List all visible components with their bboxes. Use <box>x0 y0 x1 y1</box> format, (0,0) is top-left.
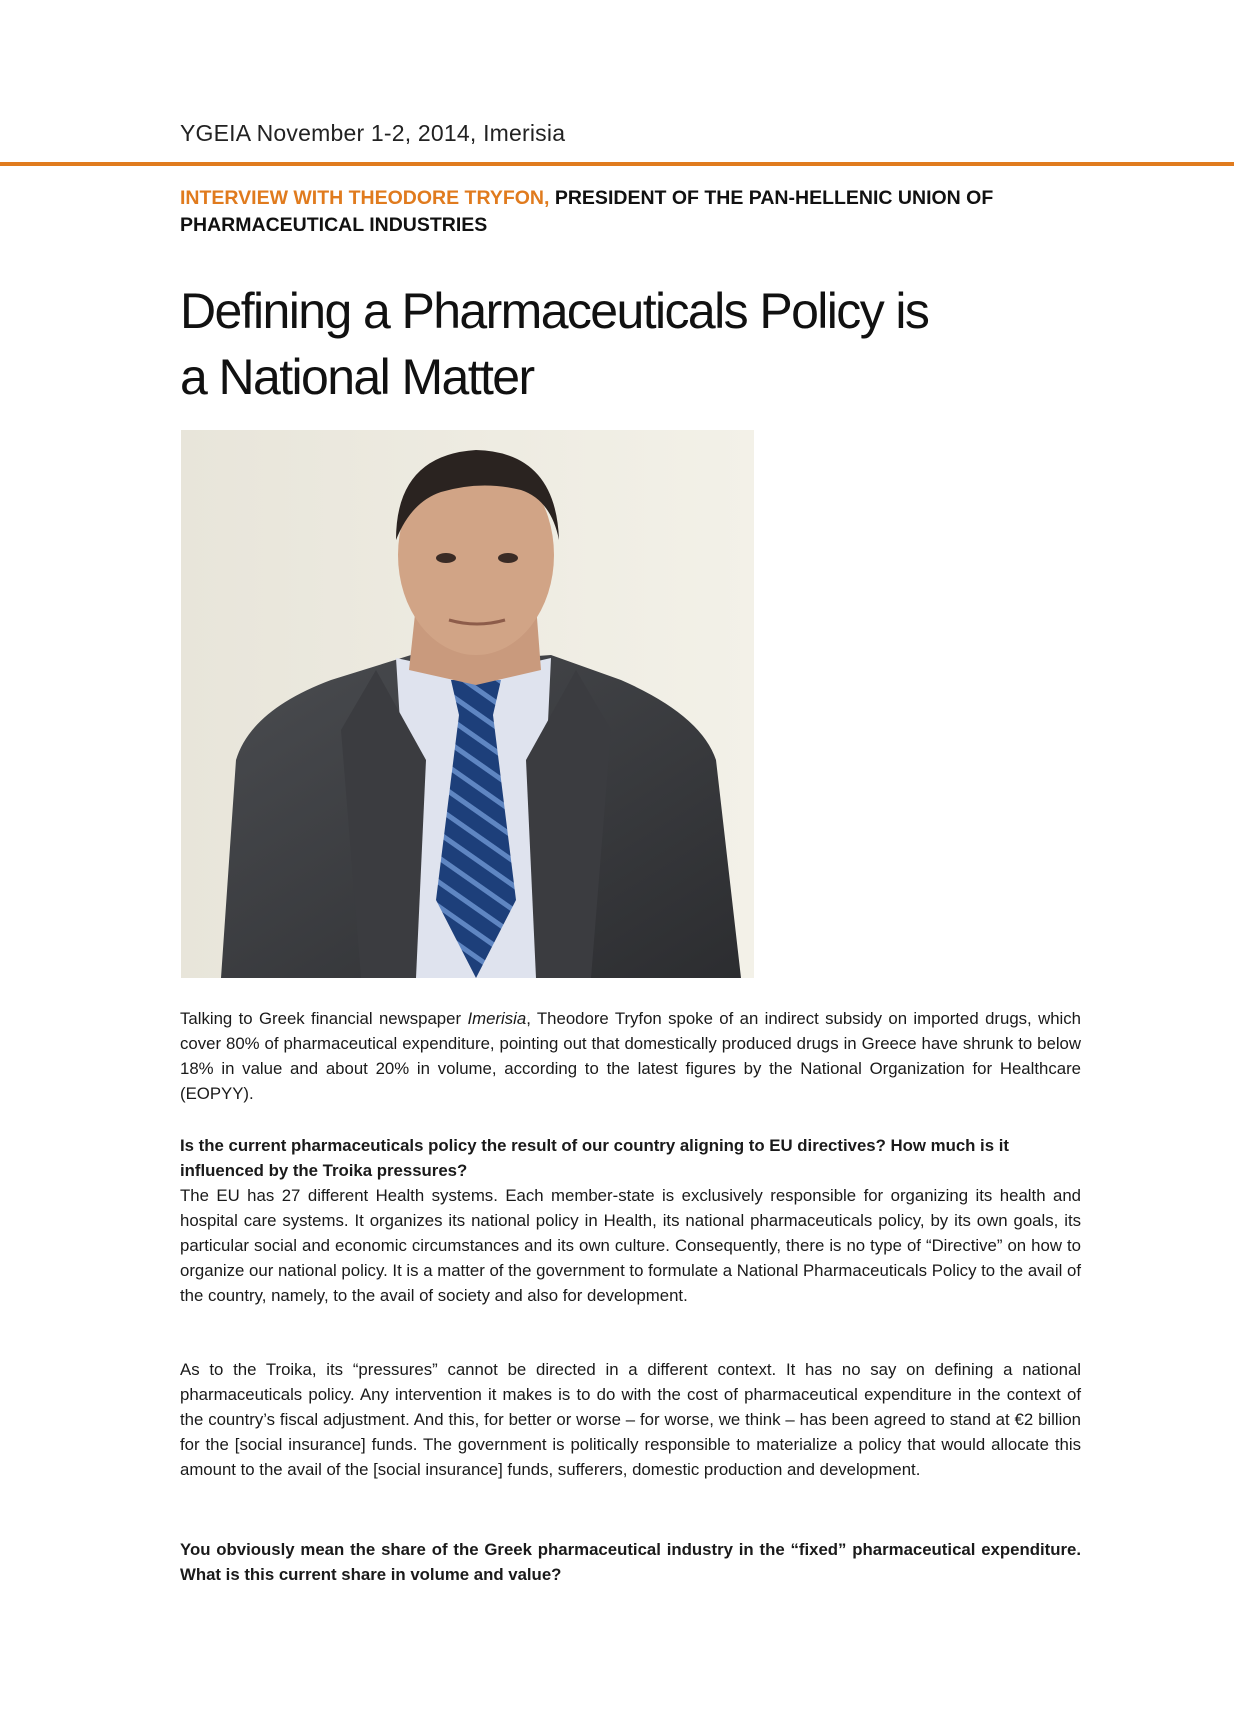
headline-line-2: a National Matter <box>180 349 534 405</box>
intro-text-end: , Theodore Tryfon spoke of an indirect subsidy on imported drugs, which cover 80% of pharmaceutical expenditure, pointing out that domestically produced drugs in Greece have shrunk to below 18% in value and about 20% in volume, according to the latest figures by the National Organization for Healthcare (EOPYY). <box>180 1009 1081 1103</box>
kicker-rest: PRESIDENT OF THE PAN-HELLENIC UNION OF PHARMACEUTICAL INDUSTRIES <box>180 187 994 236</box>
interview-kicker <box>180 185 1080 239</box>
orange-divider <box>0 162 1234 166</box>
question-1: Is the current pharmaceuticals policy the result of our country aligning to EU directives? How much is it influenced by the Troika pressures? <box>180 1136 1009 1180</box>
publication-line: YGEIA November 1-2, 2014, Imerisia <box>180 120 566 146</box>
portrait-photo <box>181 430 754 978</box>
kicker-accent: INTERVIEW WITH THEODORE TRYFON, <box>180 187 550 209</box>
portrait-illustration <box>181 430 754 978</box>
intro-text-start: Talking to Greek financial newspaper <box>180 1009 468 1028</box>
answer-2: As to the Troika, its “pressures” cannot be directed in a different context. It has no say on defining a national pharmaceuticals policy. Any intervention it makes is to do with the cost of pharmaceutical expenditure in the context of the country’s fiscal adjustment. And this, for better or worse – for worse, we think – has been agreed to stand at €2 billion for the [social insurance] funds. The government is politically responsible to materialize a policy that would allocate this amount to the avail of the [social insurance] funds, sufferers, domestic production and development. <box>180 1360 1081 1479</box>
intro-paragraph <box>180 1006 1081 1106</box>
question-2: You obviously mean the share of the Greek pharmaceutical industry in the “fixed” pharmaceutical expenditure. What is this current share in volume and value? <box>180 1540 1081 1584</box>
article-headline <box>180 278 1080 410</box>
headline-line-1: Defining a Pharmaceuticals Policy is <box>180 283 929 339</box>
answer-1: The EU has 27 different Health systems. Each member-state is exclusively responsible for organizing its health and hospital care systems. It organizes its national policy in Health, its national pharmaceuticals policy, by its own goals, its particular social and economic circumstances and its own culture. Consequently, there is no type of “Directive” on how to organize our national policy. It is a matter of the government to formulate a National Pharmaceuticals Policy to the avail of the country, namely, to the avail of society and also for development. <box>180 1186 1081 1305</box>
intro-newspaper-name: Imerisia <box>467 1009 527 1028</box>
